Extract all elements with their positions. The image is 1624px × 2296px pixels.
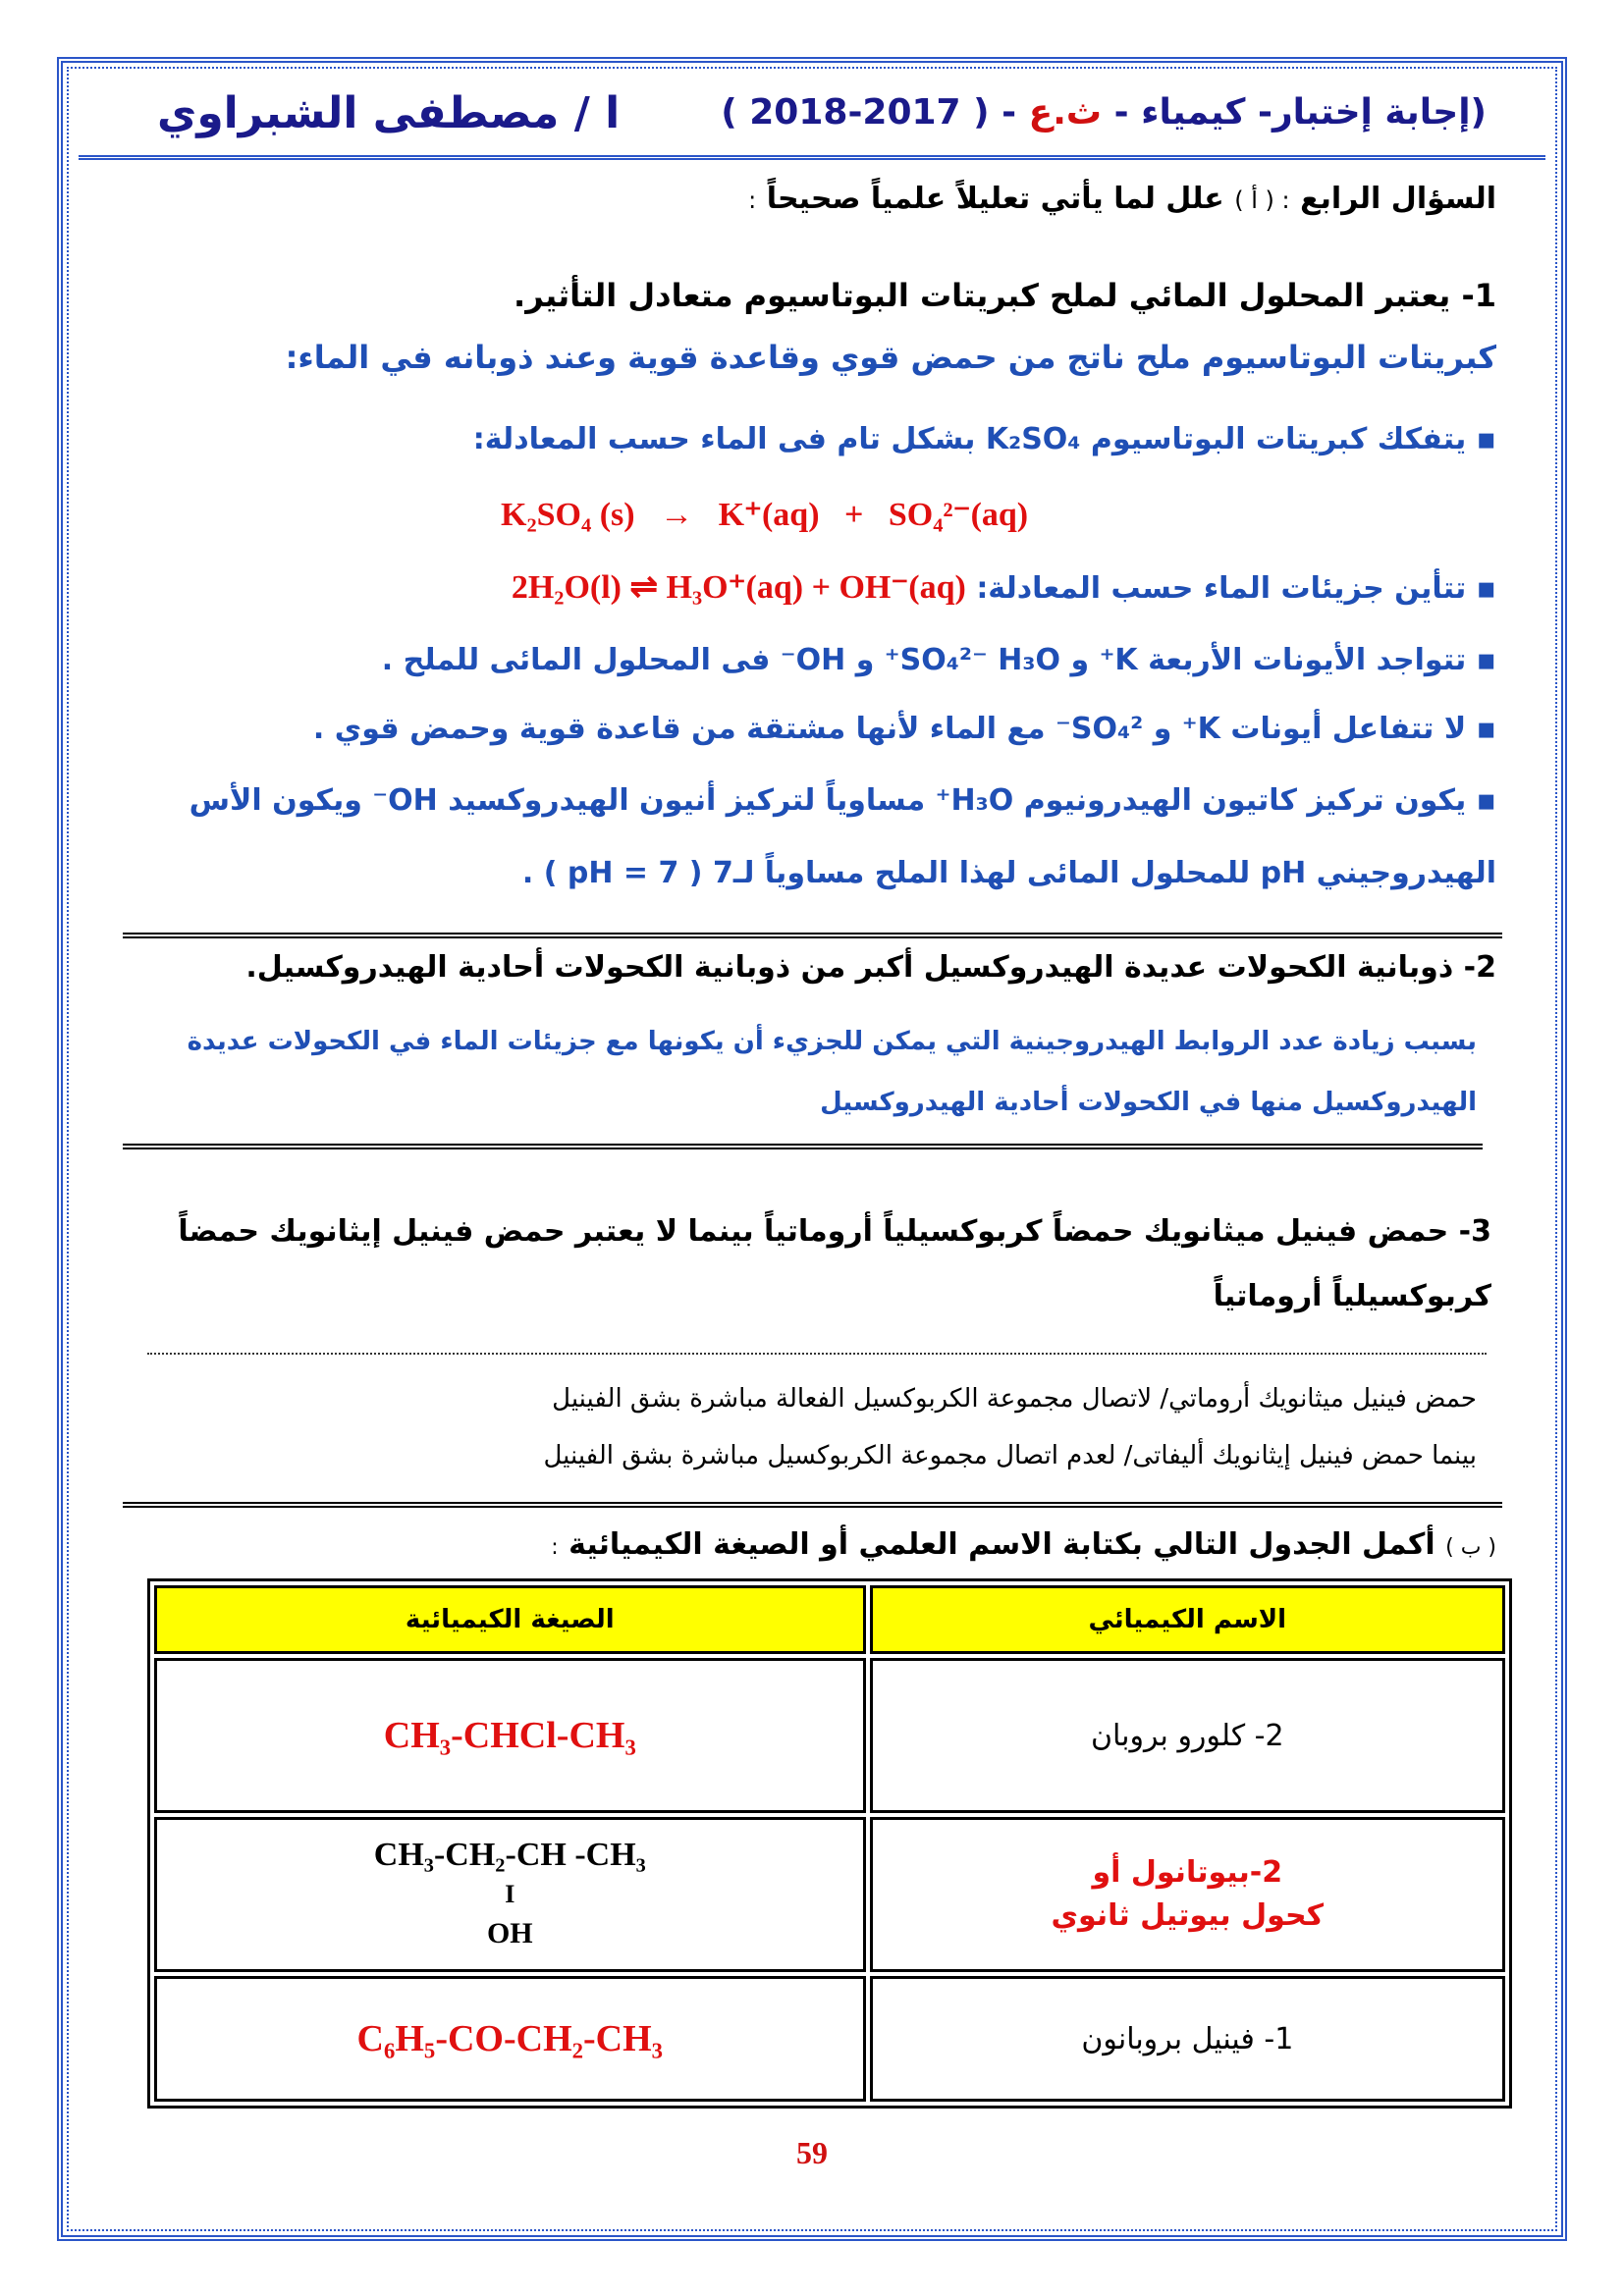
row-2-name-line-1: 2-بيوتانول أو [1092, 1855, 1283, 1890]
row-2-name-line-2: كحول بيوتيل ثانوي [1051, 1898, 1325, 1933]
part-b-heading [128, 1527, 1496, 1562]
row-1-name: 2- كلورو بروبان [870, 1658, 1505, 1813]
item-1-bullet-5-cont: الهيدروجيني pH للمحلول المائى لهذا الملح مساوياً لـ7 ( pH = 7 ) . [521, 856, 1496, 890]
row-2-formula-bond: I [505, 1880, 515, 1908]
page-header [79, 80, 1545, 149]
row-2-formula-oh: OH [486, 1917, 533, 1949]
item-1-bullet-4: ▪ لا تتفاعل أيونات K⁺ و SO₄²⁻ مع الماء لأنها مشتقة من قاعدة قوية وحمض قوي . [312, 712, 1496, 746]
row-2-name [870, 1817, 1505, 1972]
section-divider [123, 1144, 1483, 1149]
author-name: ا / مصطفى الشبراوي [157, 88, 621, 138]
item-3-answer [157, 1370, 1477, 1484]
title-branch: ث.ع [1028, 92, 1103, 133]
row-2-formula-line-1: CH₃-CH₂-CH -CH₃ [373, 1837, 646, 1873]
page-title [721, 92, 1487, 133]
item-2-answer-line-2: الهيدروكسيل منها في الكحولات أحادية الهيدروكسيل [820, 1088, 1477, 1117]
item-3-question [147, 1200, 1491, 1329]
question-part: : ( أ ) [1234, 187, 1290, 214]
title-years: - ( 2017-2018 ) [721, 92, 1017, 133]
header-chemical-name: الاسم الكيميائي [870, 1585, 1505, 1654]
equation-dissociation: K₂SO₄ (s) → K⁺(aq) + SO₄²⁻(aq) [501, 497, 1029, 533]
section-divider [123, 1502, 1502, 1508]
header-chemical-formula: الصيغة الكيميائية [154, 1585, 866, 1654]
item-1-bullet-3: ▪ تتواجد الأيونات الأربعة K⁺ و SO₄²⁻ H₃O⁺ و OH⁻ فى المحلول المائى للملح . [381, 643, 1496, 677]
item-3-answer-line-2: بينما حمض فينيل إيثانويك أليفاتى/ لعدم اتصال مجموعة الكربوكسيل مباشرة بشق الفينيل [543, 1441, 1477, 1470]
header-divider [79, 155, 1545, 160]
question-4-heading [128, 182, 1496, 216]
item-1-intro: كبريتات البوتاسيوم ملح ناتج من حمض قوي وقاعدة قوية وعند ذوبانه في الماء: [285, 339, 1496, 376]
dotted-rule [147, 1353, 1487, 1355]
item-3-question-line-1: 3- حمض فينيل ميثانويك حمضاً كربوكسيلياً أروماتياً بينما لا يعتبر حمض فينيل إيثانويك حمضاً [178, 1214, 1491, 1249]
table-row [154, 1817, 1505, 1972]
question-label: السؤال الرابع [1300, 182, 1496, 216]
item-1-bullet-2 [128, 567, 1496, 607]
part-b-label: ( ب ) [1445, 1535, 1496, 1560]
item-2-answer [157, 1011, 1477, 1133]
chemistry-table [147, 1578, 1512, 2109]
table-row [154, 1658, 1505, 1813]
item-1-bullet-1: ▪ يتفكك كبريتات البوتاسيوم K₂SO₄ بشكل تام فى الماء حسب المعادلة: [472, 422, 1496, 456]
table-row [154, 1976, 1505, 2102]
item-2-question: 2- ذوبانية الكحولات عديدة الهيدروكسيل أكبر من ذوبانية الكحولات أحادية الهيدروكسيل. [245, 950, 1496, 985]
part-b-end: : [551, 1535, 559, 1560]
item-1-bullet-5: ▪ يكون تركيز كاتيون الهيدرونيوم H₃O⁺ مساوياً لتركيز أنيون الهيدروكسيد OH⁻ ويكون الأس [189, 783, 1496, 818]
bullet-2-text: ▪ تتأين جزيئات الماء حسب المعادلة: [976, 571, 1496, 606]
equation-water-ionization: 2H₂O(l) ⇌ H₃O⁺(aq) + OH⁻(aq) [511, 569, 966, 606]
table-header-row [154, 1585, 1505, 1654]
item-1-question: 1- يعتبر المحلول المائي لملح كبريتات البوتاسيوم متعادل التأثير. [514, 277, 1496, 314]
question-end: : [748, 187, 757, 214]
row-2-formula [154, 1817, 866, 1972]
item-3-question-line-2: كربوكسيلياً أروماتياً [1213, 1279, 1491, 1313]
row-3-name: 1- فينيل بروبانون [870, 1976, 1505, 2102]
page-number: 59 [796, 2135, 828, 2170]
row-1-formula: CH₃-CHCl-CH₃ [154, 1658, 866, 1813]
item-2-answer-line-1: بسبب زيادة عدد الروابط الهيدروجينية التي يمكن للجزيء أن يكونها مع جزيئات الماء في الكحولات عديدة [187, 1027, 1477, 1056]
row-3-formula: C₆H₅-CO-CH₂-CH₃ [154, 1976, 866, 2102]
item-3-answer-line-1: حمض فينيل ميثانويك أروماتي/ لاتصال مجموعة الكربوكسيل الفعالة مباشرة بشق الفينيل [552, 1384, 1477, 1414]
question-prompt: علل لما يأتي تعليلاً علمياً صحيحاً [766, 182, 1224, 216]
title-prefix: (إجابة إختبار- كيمياء - [1113, 92, 1487, 133]
part-b-prompt: أكمل الجدول التالي بكتابة الاسم العلمي أو الصيغة الكيميائية [568, 1527, 1435, 1562]
section-divider [123, 933, 1502, 938]
